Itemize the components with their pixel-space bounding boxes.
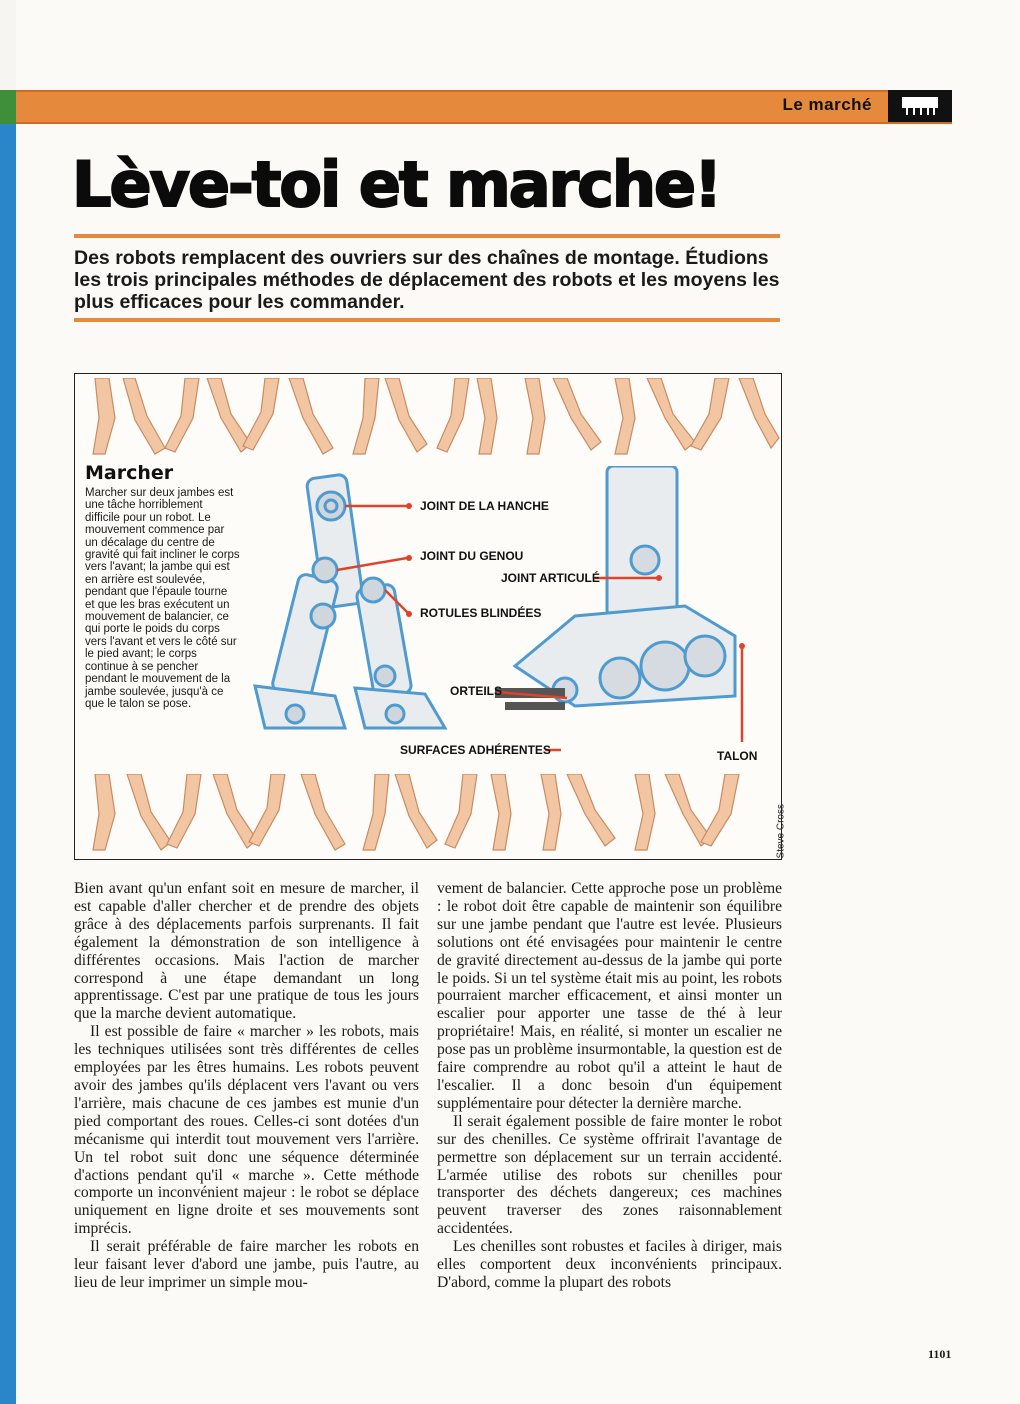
body-paragraph: Il est possible de faire « marcher » les robots, mais les techniques utilisées sont très différentes de celles employées par les êtres humains. Les robots peuvent avoir des jambes qu'ils déplacent vers l'avant ou vers l'arrière, mais chacune de ces jambes est munie d'un pied comportant des roues. Celles-ci sont dotées d'un mécanisme qui interdit tout mouvement vers l'arrière. Un tel robot suit donc une séquence déterminée d'actions pendant qu'il « marche ». Cette méthode comporte un inconvénient majeur : le robot se déplace uniquement en ligne droite et ses mouvements sont imprécis. [74,1023,419,1238]
page [16,0,1020,1404]
figure-caption: Marcher sur deux jambes est une tâche horriblement difficile pour un robot. Le mouvement commence par un décalage du centre de gravité qui fait incliner le corps vers l'avant; la jambe qui est en arrière est soulevée, pendant que l'épaule tourne et que les bras exécutent un mouvement de balancier, ce qui porte le poids du corps vers l'avant et vers le côté sur le pied avant; le corps continue à se pencher pendant le mouvement de la jambe soulevée, jusqu'à ce que le talon se pose. [85,487,240,710]
walking-figure [74,373,786,860]
body-paragraph: Les chenilles sont robustes et faciles à diriger, mais elles comportent deux inconvénients principaux. D'abord, comme la plupart des robots [437,1238,782,1291]
body-paragraph: Bien avant qu'un enfant soit en mesure de marcher, il est capable d'aller chercher et de prendre des objets grâce à des déplacements parfois surprenants. Il fait également la démonstration de son intelligence à différentes occasions. Mais l'action de marcher correspond à une étape demandant un long apprentissage. C'est par une pratique de tous les jours que la marche devient automatique. [74,880,419,1023]
page-number: 1101 [928,1347,952,1361]
label-knee-joint: JOINT DU GENOU [420,549,524,563]
page-edge-green [0,90,16,124]
label-hip-joint: JOINT DE LA HANCHE [420,499,549,513]
lead-paragraph: Des robots remplacent des ouvriers sur des chaînes de montage. Étudions les trois principales méthodes de déplacement des robots et les moyens les plus efficaces pour les commander. [74,247,780,313]
body-paragraph: Il serait préférable de faire marcher les robots en leur faisant lever d'abord une jambe, puis l'autre, au lieu de leur imprimer un simple mou- [74,1238,419,1291]
robot-logo-icon [888,90,952,122]
figure-title: Marcher [85,462,174,484]
section-header-band [16,90,952,124]
section-name: Le marché [782,95,872,114]
legs-illustration-top [75,378,781,458]
body-paragraph: Il serait également possible de faire monter le robot sur des chenilles. Ce système offrirait l'avantage de permettre son déplacement sur un terrain accidenté. L'armée utilise des robots sur chenilles pour transporter des déchets dangereux; ces machines peuvent traverser des zones raisonnablement accidentées. [437,1112,782,1238]
label-articulated-joint: JOINT ARTICULÉ [501,571,600,585]
label-toes: ORTEILS [450,684,503,698]
legs-illustration-bottom [75,774,781,854]
body-column-left [74,880,419,1292]
label-heel: TALON [717,749,758,763]
label-kneecaps: ROTULES BLINDÉES [420,606,542,620]
label-grip-surfaces: SURFACES ADHÉRENTES [400,743,551,757]
headline: Lève-toi et marche! [72,148,721,221]
rule-bottom [74,318,780,322]
body-paragraph: vement de balancier. Cette approche pose un problème : le robot doit être capable de maintenir son équilibre sur une jambe pendant que l'autre est levée. Plusieurs solutions ont été envisagées pour maintenir le centre de gravité directement au-dessus de la jambe qui porte le poids. Si un tel système était mis au point, les robots pourraient marcher efficacement, et ainsi monter un escalier pour apporter une tasse de thé à leur propriétaire! Mais, en réalité, si monter un escalier ne pose pas un problème insurmontable, la question est de faire comprendre au robot qu'il a atteint le haut de l'escalier. Il a donc besoin d'un équipement supplémentaire pour détecter la dernière marche. [437,880,782,1112]
rule-top [74,234,780,238]
illustration-credit: Steve Cross [775,804,786,859]
body-column-right [437,880,782,1292]
page-edge-blue [0,90,16,1404]
